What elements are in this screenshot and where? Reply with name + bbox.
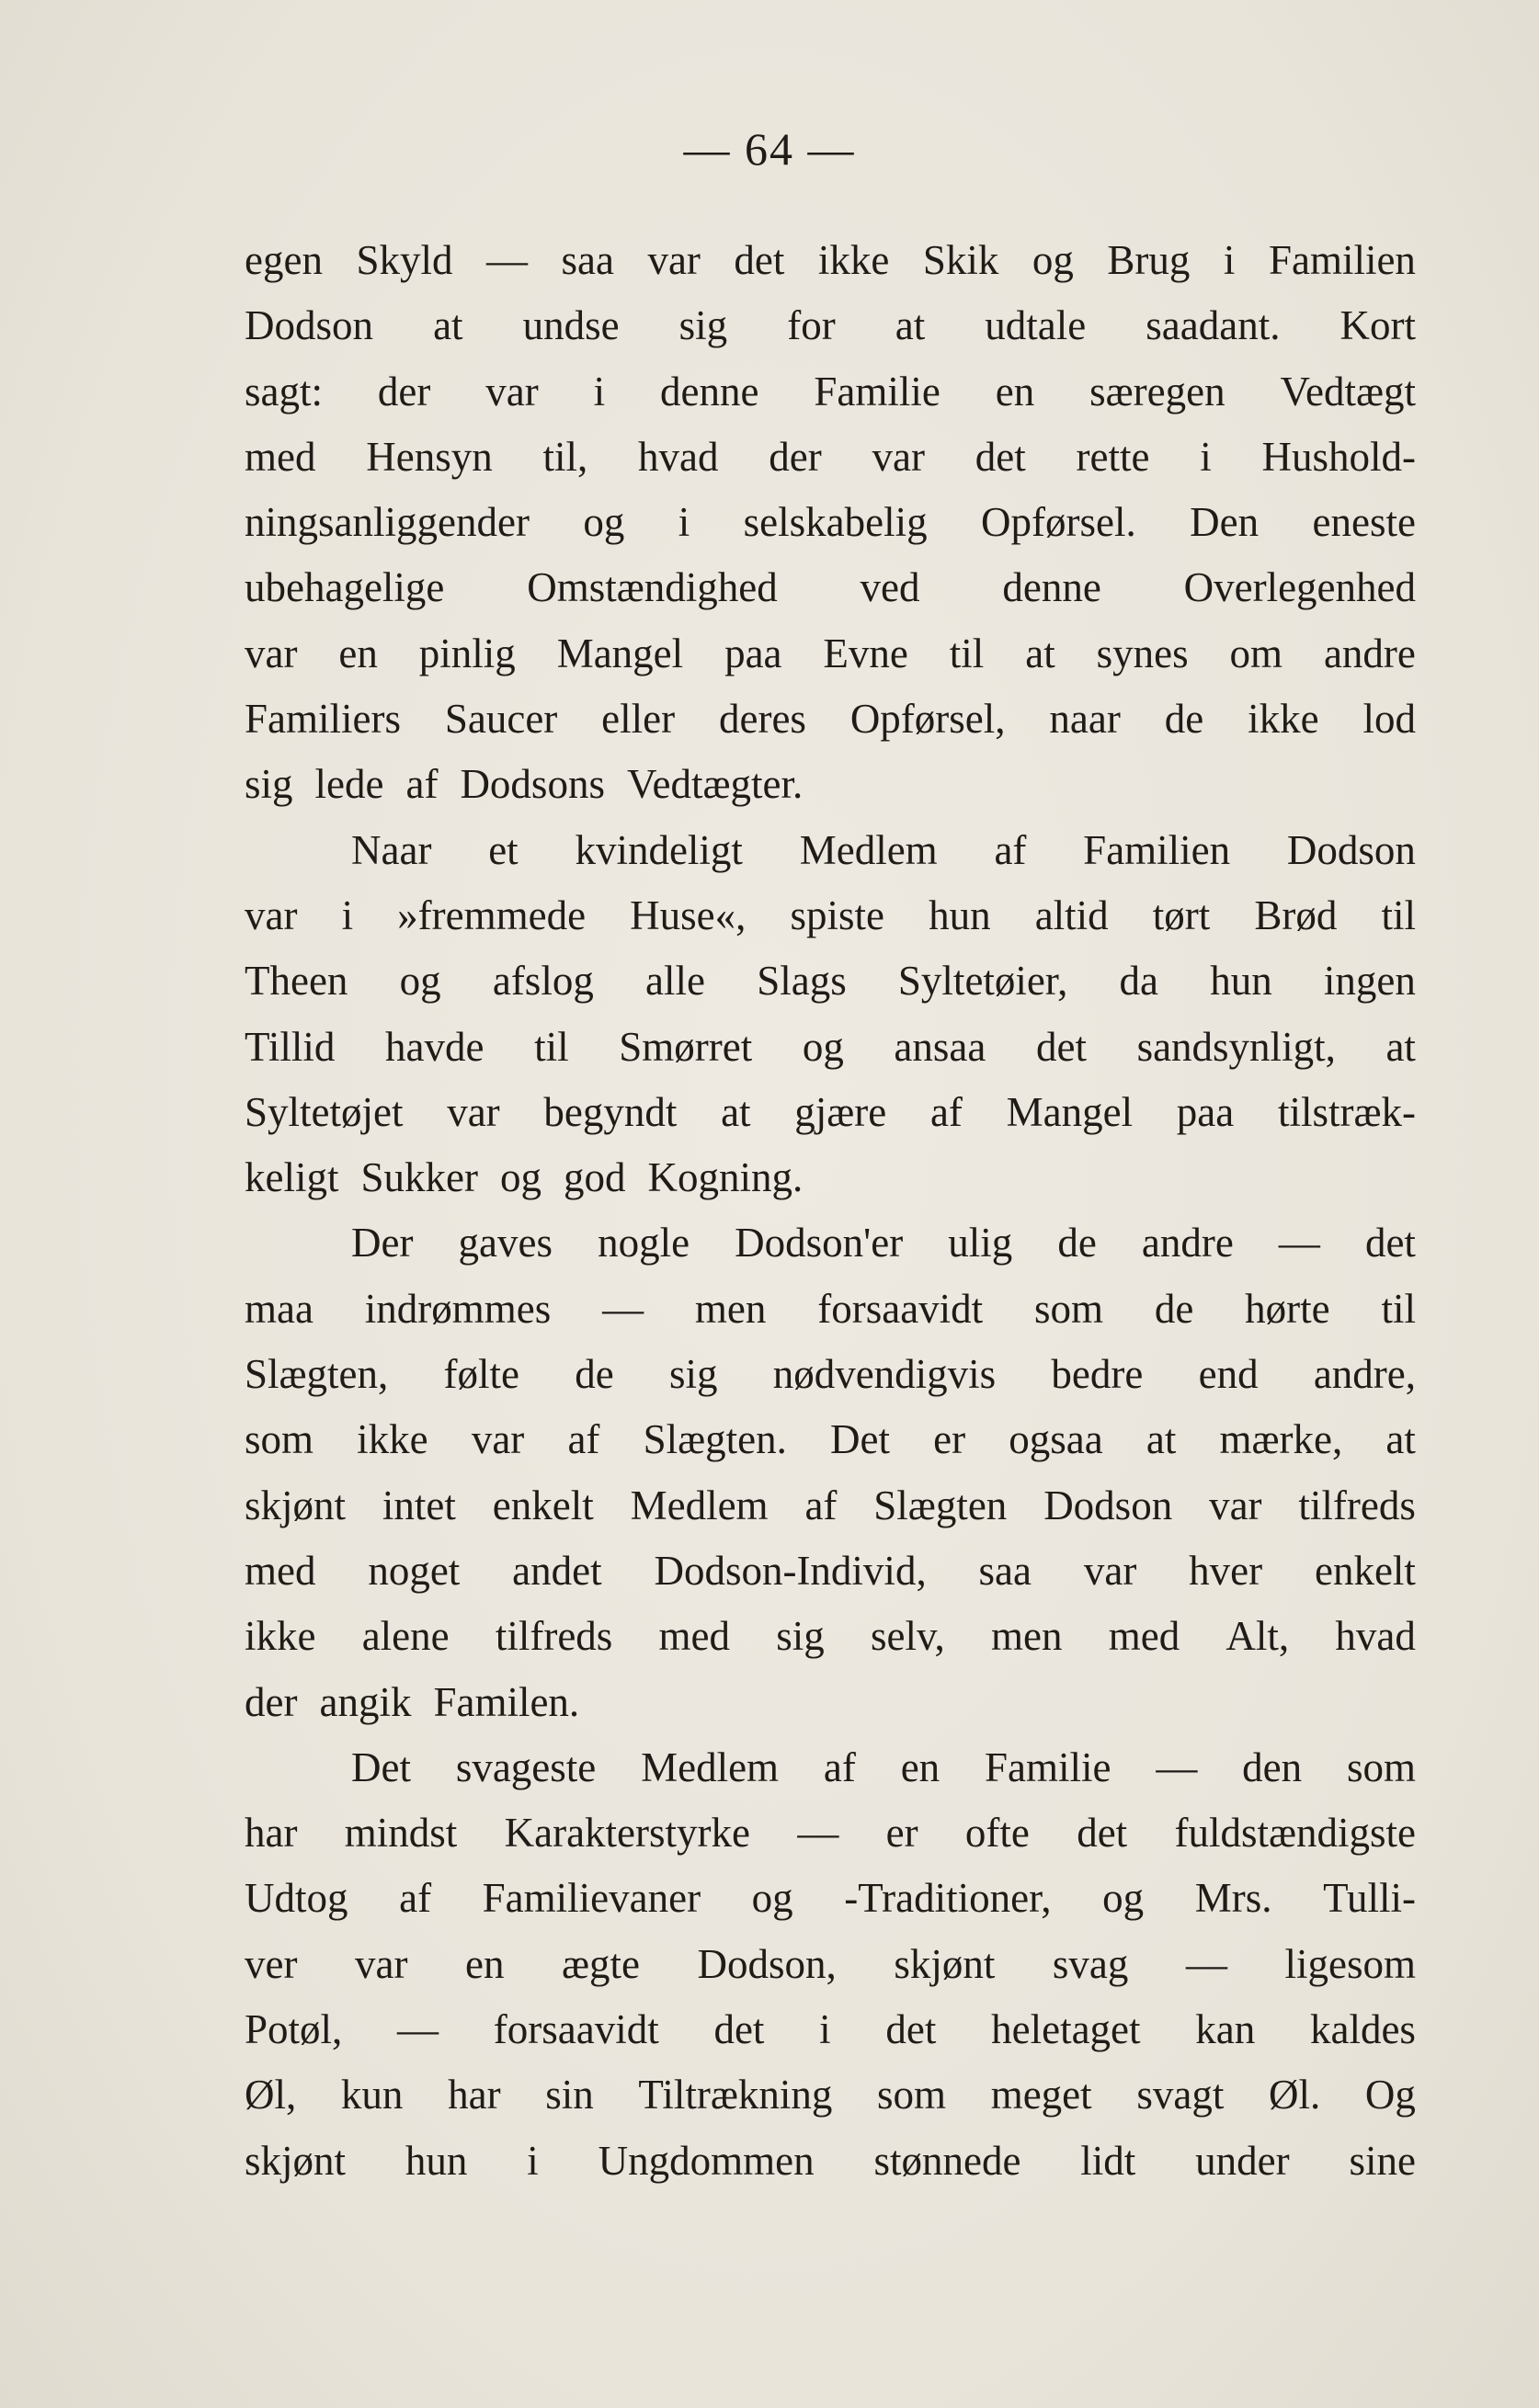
text-line	[245, 1407, 1416, 1472]
word: hvad	[638, 433, 719, 480]
word: sig	[678, 302, 728, 349]
word: et	[488, 826, 519, 873]
word: ikke	[245, 1613, 316, 1660]
word: til	[1381, 1285, 1416, 1332]
word: keligt	[245, 1154, 339, 1201]
word: Opførsel,	[849, 696, 1006, 743]
word: af	[399, 1875, 432, 1922]
word: det	[1077, 1810, 1128, 1857]
word: paa	[724, 630, 782, 676]
word: har	[245, 1810, 298, 1857]
word: i	[678, 499, 690, 546]
word: ved	[860, 564, 920, 611]
word: Familie	[814, 368, 940, 415]
word: Theen	[245, 958, 348, 1005]
word: og	[399, 958, 441, 1005]
text-line	[245, 1997, 1416, 2062]
word: sig	[776, 1613, 825, 1660]
word: —	[485, 237, 528, 283]
word: —	[1156, 1744, 1198, 1790]
word: ningsanliggender	[245, 499, 530, 546]
word: hun	[929, 892, 991, 938]
word: egen	[245, 237, 323, 283]
word: tørt	[1152, 892, 1211, 938]
word: -Traditioner,	[844, 1875, 1052, 1922]
word: mindst	[344, 1810, 458, 1857]
word: Dodsons	[460, 761, 605, 808]
word: sandsynligt,	[1136, 1023, 1336, 1070]
word: Det	[830, 1416, 890, 1463]
word: —	[797, 1810, 839, 1857]
word: og	[802, 1023, 844, 1070]
word: denne	[660, 368, 759, 415]
word: er	[885, 1810, 918, 1857]
word: gaves	[458, 1220, 553, 1266]
word: til	[1381, 892, 1416, 938]
word: Dodson	[245, 302, 374, 349]
word: hun	[405, 2137, 468, 2184]
text-line	[245, 752, 1416, 817]
word: Det	[351, 1744, 411, 1790]
word: Karakterstyrke	[504, 1810, 750, 1857]
page-number-header: — 64 —	[683, 123, 856, 175]
word: forsaavidt	[493, 2006, 659, 2053]
text-line	[245, 1735, 1416, 1800]
word: saa	[978, 1547, 1032, 1594]
word: —	[397, 2006, 439, 2053]
word: Omstændighed	[527, 564, 778, 611]
word: at	[1385, 1023, 1416, 1070]
word: kaldes	[1309, 2006, 1416, 2053]
text-line	[245, 1080, 1416, 1145]
word: Tiltrækning	[638, 2072, 833, 2118]
word: Slags	[757, 958, 847, 1005]
word: —	[1185, 1940, 1227, 1987]
word: intet	[382, 1482, 456, 1528]
word: en	[995, 368, 1035, 415]
word: —	[1278, 1220, 1320, 1266]
word: svageste	[455, 1744, 597, 1790]
word: saa	[561, 237, 614, 283]
word: af	[823, 1744, 856, 1790]
text-line	[245, 1277, 1416, 1342]
word: Der	[351, 1220, 414, 1266]
word: havde	[385, 1023, 484, 1070]
word: Familien	[1083, 826, 1231, 873]
word: pinlig	[418, 630, 516, 676]
word: ulig	[948, 1220, 1013, 1266]
word: sin	[545, 2072, 594, 2118]
word: i	[527, 2137, 539, 2184]
word: kun	[340, 2072, 404, 2118]
word: det	[734, 237, 785, 283]
word: gjære	[794, 1088, 887, 1135]
word: at	[1385, 1416, 1416, 1463]
word: andre	[1141, 1220, 1234, 1266]
word: med	[1108, 1613, 1180, 1660]
word: Familen.	[433, 1678, 580, 1725]
word: var	[1083, 1547, 1137, 1594]
word: sig	[245, 761, 293, 808]
word: Brug	[1107, 237, 1191, 283]
word: var	[1209, 1482, 1262, 1528]
word: i	[819, 2006, 831, 2053]
word: andre	[1323, 630, 1416, 676]
text-line	[245, 425, 1416, 490]
word: af	[804, 1482, 838, 1528]
word: sine	[1349, 2137, 1416, 2184]
word: skjønt	[245, 2137, 347, 2184]
word: som	[877, 2072, 947, 2118]
text-line	[245, 293, 1416, 358]
word: var	[447, 1088, 500, 1135]
text-line	[245, 1210, 1416, 1276]
word: ver	[245, 1940, 298, 1987]
text-line	[245, 1866, 1416, 1931]
word: indrømmes	[364, 1285, 552, 1332]
word: at	[721, 1088, 751, 1135]
word: ogsaa	[1009, 1416, 1103, 1463]
word: Dodson	[1286, 826, 1416, 873]
text-line	[245, 1800, 1416, 1866]
word: og	[1032, 237, 1074, 283]
word: stønnede	[873, 2137, 1021, 2184]
word: Dodson-Individ,	[654, 1547, 927, 1594]
word: de	[1057, 1220, 1097, 1266]
word: Den	[1190, 499, 1260, 546]
word: og	[583, 499, 625, 546]
word: Øl.	[1269, 2072, 1321, 2118]
word: af	[929, 1088, 963, 1135]
word: Familiers	[245, 696, 401, 743]
word: som	[1034, 1285, 1104, 1332]
word: noget	[368, 1547, 461, 1594]
word: men	[991, 1613, 1063, 1660]
word: Familie	[985, 1744, 1112, 1790]
word: selskabelig	[743, 499, 928, 546]
word: Familien	[1268, 237, 1416, 283]
word: Sukker	[360, 1154, 478, 1201]
word: meget	[990, 2072, 1092, 2118]
word: Ungdommen	[598, 2137, 815, 2184]
word: paa	[1176, 1088, 1235, 1135]
word: for	[787, 302, 836, 349]
word: eller	[601, 696, 676, 743]
word: i	[1223, 237, 1236, 283]
word: af	[994, 826, 1027, 873]
text-line	[245, 948, 1416, 1014]
word: Tillid	[245, 1023, 336, 1070]
word: det	[713, 2006, 765, 2053]
word: maa	[245, 1285, 314, 1332]
word: spiste	[790, 892, 885, 938]
word: til	[949, 630, 985, 676]
word: var	[471, 1416, 525, 1463]
text-line	[245, 1145, 1416, 1210]
word: og	[751, 1875, 793, 1922]
word: Vedtægt	[1280, 368, 1416, 415]
word: Slægten,	[245, 1351, 389, 1398]
word: som	[245, 1416, 314, 1463]
word: Kogning.	[647, 1154, 804, 1201]
word: der	[377, 368, 431, 415]
word: god	[563, 1154, 626, 1201]
word: Dodson	[1043, 1482, 1173, 1528]
word: eneste	[1312, 499, 1416, 546]
word: de	[1164, 696, 1204, 743]
word: Familievaner	[482, 1875, 701, 1922]
text-line	[245, 2062, 1416, 2128]
word: tilfreds	[495, 1613, 613, 1660]
word: andre,	[1313, 1351, 1416, 1398]
word: Huse«,	[630, 892, 747, 938]
word: Mangel	[1006, 1088, 1134, 1135]
word: Tulli-	[1323, 1875, 1416, 1922]
word: Medlem	[799, 826, 938, 873]
word: sagt:	[245, 368, 323, 415]
word: med	[245, 1547, 316, 1594]
word: ligesom	[1284, 1940, 1416, 1987]
text-line	[245, 1342, 1416, 1407]
word: tilfreds	[1298, 1482, 1416, 1528]
word: ansaa	[894, 1023, 986, 1070]
text-line	[245, 883, 1416, 948]
word: kvindeligt	[575, 826, 743, 873]
word: at	[1146, 1416, 1177, 1463]
word: der	[769, 433, 822, 480]
word: kan	[1195, 2006, 1256, 2053]
word: Potøl,	[245, 2006, 343, 2053]
word: nogle	[598, 1220, 690, 1266]
word: nødvendigvis	[772, 1351, 997, 1398]
word: hun	[1210, 958, 1272, 1005]
word: Syltetøjet	[245, 1088, 404, 1135]
word: at	[895, 302, 926, 349]
word: og	[499, 1154, 542, 1201]
word: de	[1154, 1285, 1194, 1332]
word: i	[593, 368, 606, 415]
word: den	[1242, 1744, 1303, 1790]
word: sig	[668, 1351, 718, 1398]
word: enkelt	[492, 1482, 594, 1528]
word: en	[900, 1744, 940, 1790]
word: ikke	[817, 237, 890, 283]
word: altid	[1034, 892, 1109, 938]
word: af	[567, 1416, 600, 1463]
word: lod	[1362, 696, 1416, 743]
word: Slægten	[873, 1482, 1008, 1528]
text-line	[245, 621, 1416, 687]
word: ubehagelige	[245, 564, 445, 611]
body-text	[245, 228, 1416, 2194]
word: følte	[443, 1351, 519, 1398]
word: Mangel	[556, 630, 684, 676]
word: var	[245, 892, 298, 938]
word: en	[338, 630, 378, 676]
word: Og	[1364, 2072, 1416, 2118]
word: »fremmede	[397, 892, 587, 938]
word: hvad	[1335, 1613, 1416, 1660]
word: det	[885, 2006, 937, 2053]
word: ikke	[357, 1416, 428, 1463]
word: det	[1035, 1023, 1087, 1070]
word: Udtog	[245, 1875, 348, 1922]
word: Kort	[1340, 302, 1416, 349]
word: fuldstændigste	[1174, 1810, 1416, 1857]
word: naar	[1049, 696, 1121, 743]
word: det	[975, 433, 1026, 480]
word: angik	[319, 1678, 412, 1725]
word: var	[485, 368, 539, 415]
text-line	[245, 818, 1416, 883]
word: Syltetøier,	[897, 958, 1068, 1005]
word: men	[694, 1285, 767, 1332]
word: til	[534, 1023, 569, 1070]
word: var	[245, 630, 298, 676]
word: enkelt	[1314, 1547, 1416, 1594]
text-line	[245, 2129, 1416, 2194]
word: er	[933, 1416, 966, 1463]
word: Hushold-	[1261, 433, 1416, 480]
text-line	[245, 1015, 1416, 1080]
word: selv,	[870, 1613, 945, 1660]
word: Opførsel.	[981, 499, 1136, 546]
word: deres	[718, 696, 806, 743]
word: hver	[1189, 1547, 1263, 1594]
word: afslog	[492, 958, 594, 1005]
word: ingen	[1323, 958, 1416, 1005]
word: —	[602, 1285, 644, 1332]
word: heletaget	[991, 2006, 1141, 2053]
word: Alt,	[1226, 1613, 1290, 1660]
word: under	[1195, 2137, 1290, 2184]
word: bedre	[1051, 1351, 1144, 1398]
word: rette	[1076, 433, 1150, 480]
word: i	[341, 892, 354, 938]
word: skjønt	[894, 1940, 996, 1987]
word: og	[1102, 1875, 1145, 1922]
word: Skik	[922, 237, 999, 283]
word: om	[1229, 630, 1283, 676]
word: at	[433, 302, 463, 349]
word: mærke,	[1219, 1416, 1343, 1463]
word: Dodson'er	[735, 1220, 904, 1266]
word: som	[1346, 1744, 1416, 1790]
word: Mrs.	[1194, 1875, 1272, 1922]
word: Evne	[823, 630, 908, 676]
word: Hensyn	[366, 433, 493, 480]
text-line	[245, 1932, 1416, 1997]
word: har	[448, 2072, 501, 2118]
word: det	[1364, 1220, 1416, 1266]
word: af	[405, 761, 439, 808]
word: en	[465, 1940, 505, 1987]
word: at	[1025, 630, 1055, 676]
word: var	[355, 1940, 408, 1987]
word: Medlem	[641, 1744, 780, 1790]
word: Overlegenhed	[1183, 564, 1416, 611]
word: de	[575, 1351, 614, 1398]
word: lidt	[1080, 2137, 1136, 2184]
word: Skyld	[356, 237, 453, 283]
word: med	[658, 1613, 731, 1660]
text-line	[245, 1604, 1416, 1669]
text-line	[245, 1539, 1416, 1604]
text-line	[245, 1670, 1416, 1735]
word: lede	[314, 761, 384, 808]
text-line	[245, 555, 1416, 620]
word: udtale	[985, 302, 1087, 349]
word: hørte	[1245, 1285, 1330, 1332]
word: alene	[361, 1613, 450, 1660]
word: til,	[542, 433, 588, 480]
word: forsaavidt	[817, 1285, 984, 1332]
word: andet	[512, 1547, 602, 1594]
word: synes	[1096, 630, 1189, 676]
word: var	[647, 237, 701, 283]
word: ofte	[964, 1810, 1030, 1857]
word: Slægten.	[643, 1416, 787, 1463]
text-line	[245, 359, 1416, 425]
text-line	[245, 1473, 1416, 1539]
word: skjønt	[245, 1482, 347, 1528]
word: der	[245, 1678, 298, 1725]
word: svagt	[1136, 2072, 1225, 2118]
word: i	[1200, 433, 1212, 480]
text-line	[245, 490, 1416, 555]
word: Dodson,	[697, 1940, 837, 1987]
word: Brød	[1254, 892, 1338, 938]
word: særegen	[1089, 368, 1226, 415]
word: saadant.	[1146, 302, 1281, 349]
word: Saucer	[444, 696, 558, 743]
word: Naar	[351, 826, 432, 873]
word: var	[872, 433, 925, 480]
word: undse	[522, 302, 620, 349]
word: Smørret	[619, 1023, 753, 1070]
word: Vedtægter.	[626, 761, 804, 808]
word: denne	[1002, 564, 1101, 611]
text-line	[245, 228, 1416, 293]
word: Medlem	[630, 1482, 769, 1528]
word: Øl,	[245, 2072, 297, 2118]
word: da	[1119, 958, 1159, 1005]
text-line	[245, 687, 1416, 752]
word: tilstræk-	[1277, 1088, 1416, 1135]
word: med	[245, 433, 316, 480]
word: ikke	[1248, 696, 1319, 743]
word: end	[1198, 1351, 1259, 1398]
word: ægte	[562, 1940, 641, 1987]
word: begyndt	[543, 1088, 678, 1135]
word: alle	[645, 958, 705, 1005]
word: svag	[1052, 1940, 1129, 1987]
